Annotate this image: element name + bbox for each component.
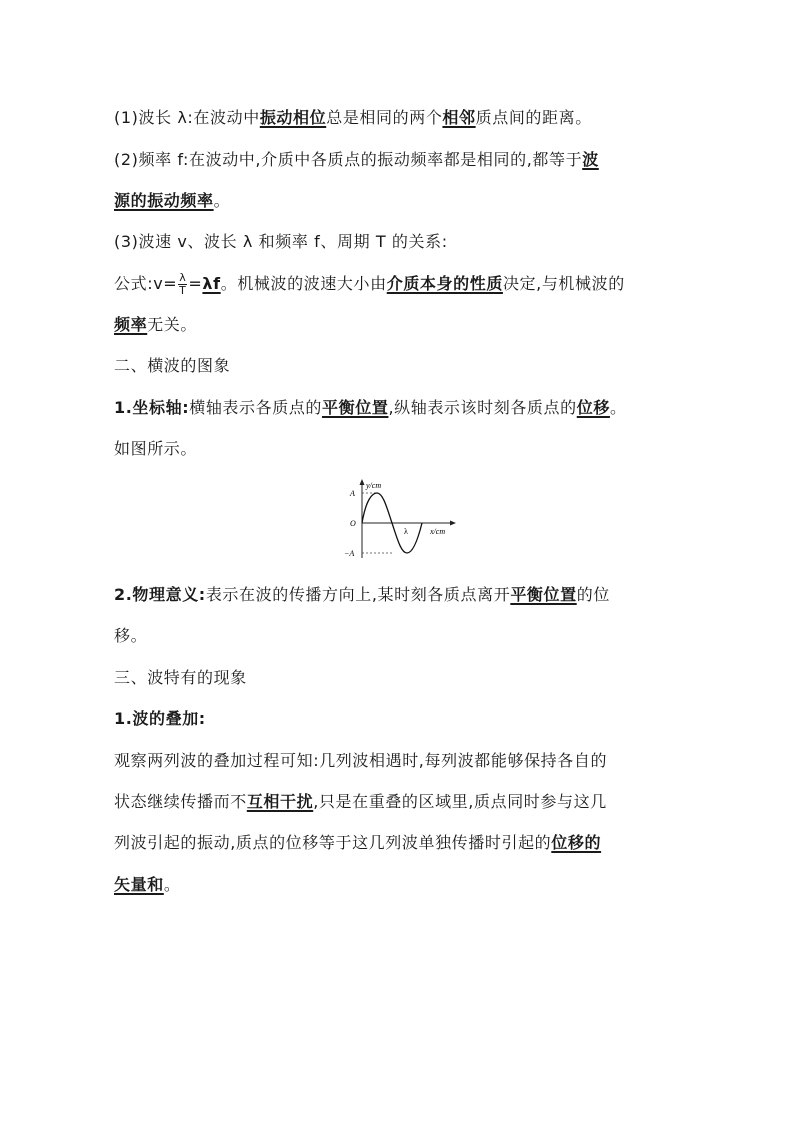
physical-meaning-paragraph-cont: [114, 625, 147, 647]
text: 横轴表示各质点的: [189, 398, 323, 417]
text: 无关。: [147, 315, 198, 334]
text: 状态继续传播而不: [114, 792, 247, 811]
formula-line: [114, 272, 625, 297]
text: 决定,与机械波的: [502, 274, 625, 293]
section-title: 二、横波的图象: [114, 356, 231, 375]
negative-amplitude-label: −A: [344, 549, 355, 558]
text: 质点间的距离。: [475, 108, 592, 127]
answer-blank: 频率: [114, 315, 148, 334]
text: 。: [213, 191, 231, 210]
text: 。: [609, 398, 627, 417]
answer-blank: 平衡位置: [322, 398, 389, 417]
section-heading: [114, 667, 247, 689]
answer-blank: 矢量和: [114, 875, 164, 894]
fraction-numerator: λ: [179, 271, 187, 284]
answer-blank: 互相干扰: [246, 792, 314, 811]
answer-blank: 位移: [576, 398, 610, 417]
answer-blank: λf: [202, 274, 221, 293]
text: ,纵轴表示该时刻各质点的: [388, 398, 577, 417]
relation-heading: [114, 231, 448, 253]
frequency-definition-cont: [114, 190, 230, 212]
answer-blank: 平衡位置: [510, 585, 577, 604]
x-axis-arrow: [450, 521, 456, 526]
text: (2)频率 f:在波动中,介质中各质点的振动频率都是相同的,都等于: [114, 150, 583, 169]
section-heading: [114, 355, 230, 377]
text: 表示在波的传播方向上,某时刻各质点离开: [205, 585, 511, 604]
text: 移。: [114, 626, 148, 645]
fraction-denominator: T: [179, 284, 187, 297]
axes-paragraph-cont: [114, 438, 197, 460]
origin-label: O: [350, 519, 356, 528]
answer-blank: 源的振动频率: [114, 191, 214, 210]
answer-blank: 介质本身的性质: [386, 274, 503, 293]
fraction: [178, 272, 187, 297]
axes-paragraph: [114, 397, 627, 419]
y-axis-label: y/cm: [366, 481, 382, 490]
answer-blank: 位移的: [551, 833, 602, 852]
amplitude-label: A: [350, 489, 355, 498]
text: (1)波长 λ:在波动中: [114, 108, 260, 127]
y-axis-arrow: [360, 479, 365, 485]
section-title: 三、波特有的现象: [114, 668, 247, 687]
text: 如图所示。: [114, 439, 198, 458]
text: 观察两列波的叠加过程可知:几列波相遇时,每列波都能够保持各自的: [114, 751, 608, 770]
text: 。: [163, 875, 181, 894]
superposition-paragraph-cont: [114, 832, 601, 854]
answer-blank: 振动相位: [259, 108, 327, 127]
text: 列波引起的振动,质点的位移等于这几列波单独传播时引起的: [114, 833, 552, 852]
x-axis-label: x/cm: [430, 527, 446, 536]
physical-meaning-paragraph: [114, 584, 610, 606]
text: 的位: [576, 585, 610, 604]
formula-line-cont: [114, 314, 197, 336]
text: ,只是在重叠的区域里,质点同时参与这几: [313, 792, 607, 811]
item-title: 1.坐标轴:: [114, 398, 190, 417]
text: 总是相同的两个: [326, 108, 443, 127]
item-title: 1.波的叠加:: [114, 709, 206, 728]
answer-blank: 波: [582, 150, 599, 169]
text: =: [188, 274, 203, 293]
transverse-wave-graph: [340, 478, 460, 560]
frequency-definition: [114, 149, 599, 171]
wavelength-label: λ: [404, 527, 408, 536]
superposition-paragraph-cont: [114, 874, 180, 896]
item-title: 2.物理意义:: [114, 585, 206, 604]
text: 。机械波的波速大小由: [220, 274, 387, 293]
answer-blank: 相邻: [442, 108, 476, 127]
superposition-title: [114, 708, 206, 730]
superposition-paragraph: [114, 750, 607, 772]
text: 公式:v=: [114, 274, 178, 293]
wavelength-definition: [114, 107, 592, 129]
superposition-paragraph-cont: [114, 791, 607, 813]
text: (3)波速 v、波长 λ 和频率 f、周期 T 的关系:: [114, 232, 448, 251]
